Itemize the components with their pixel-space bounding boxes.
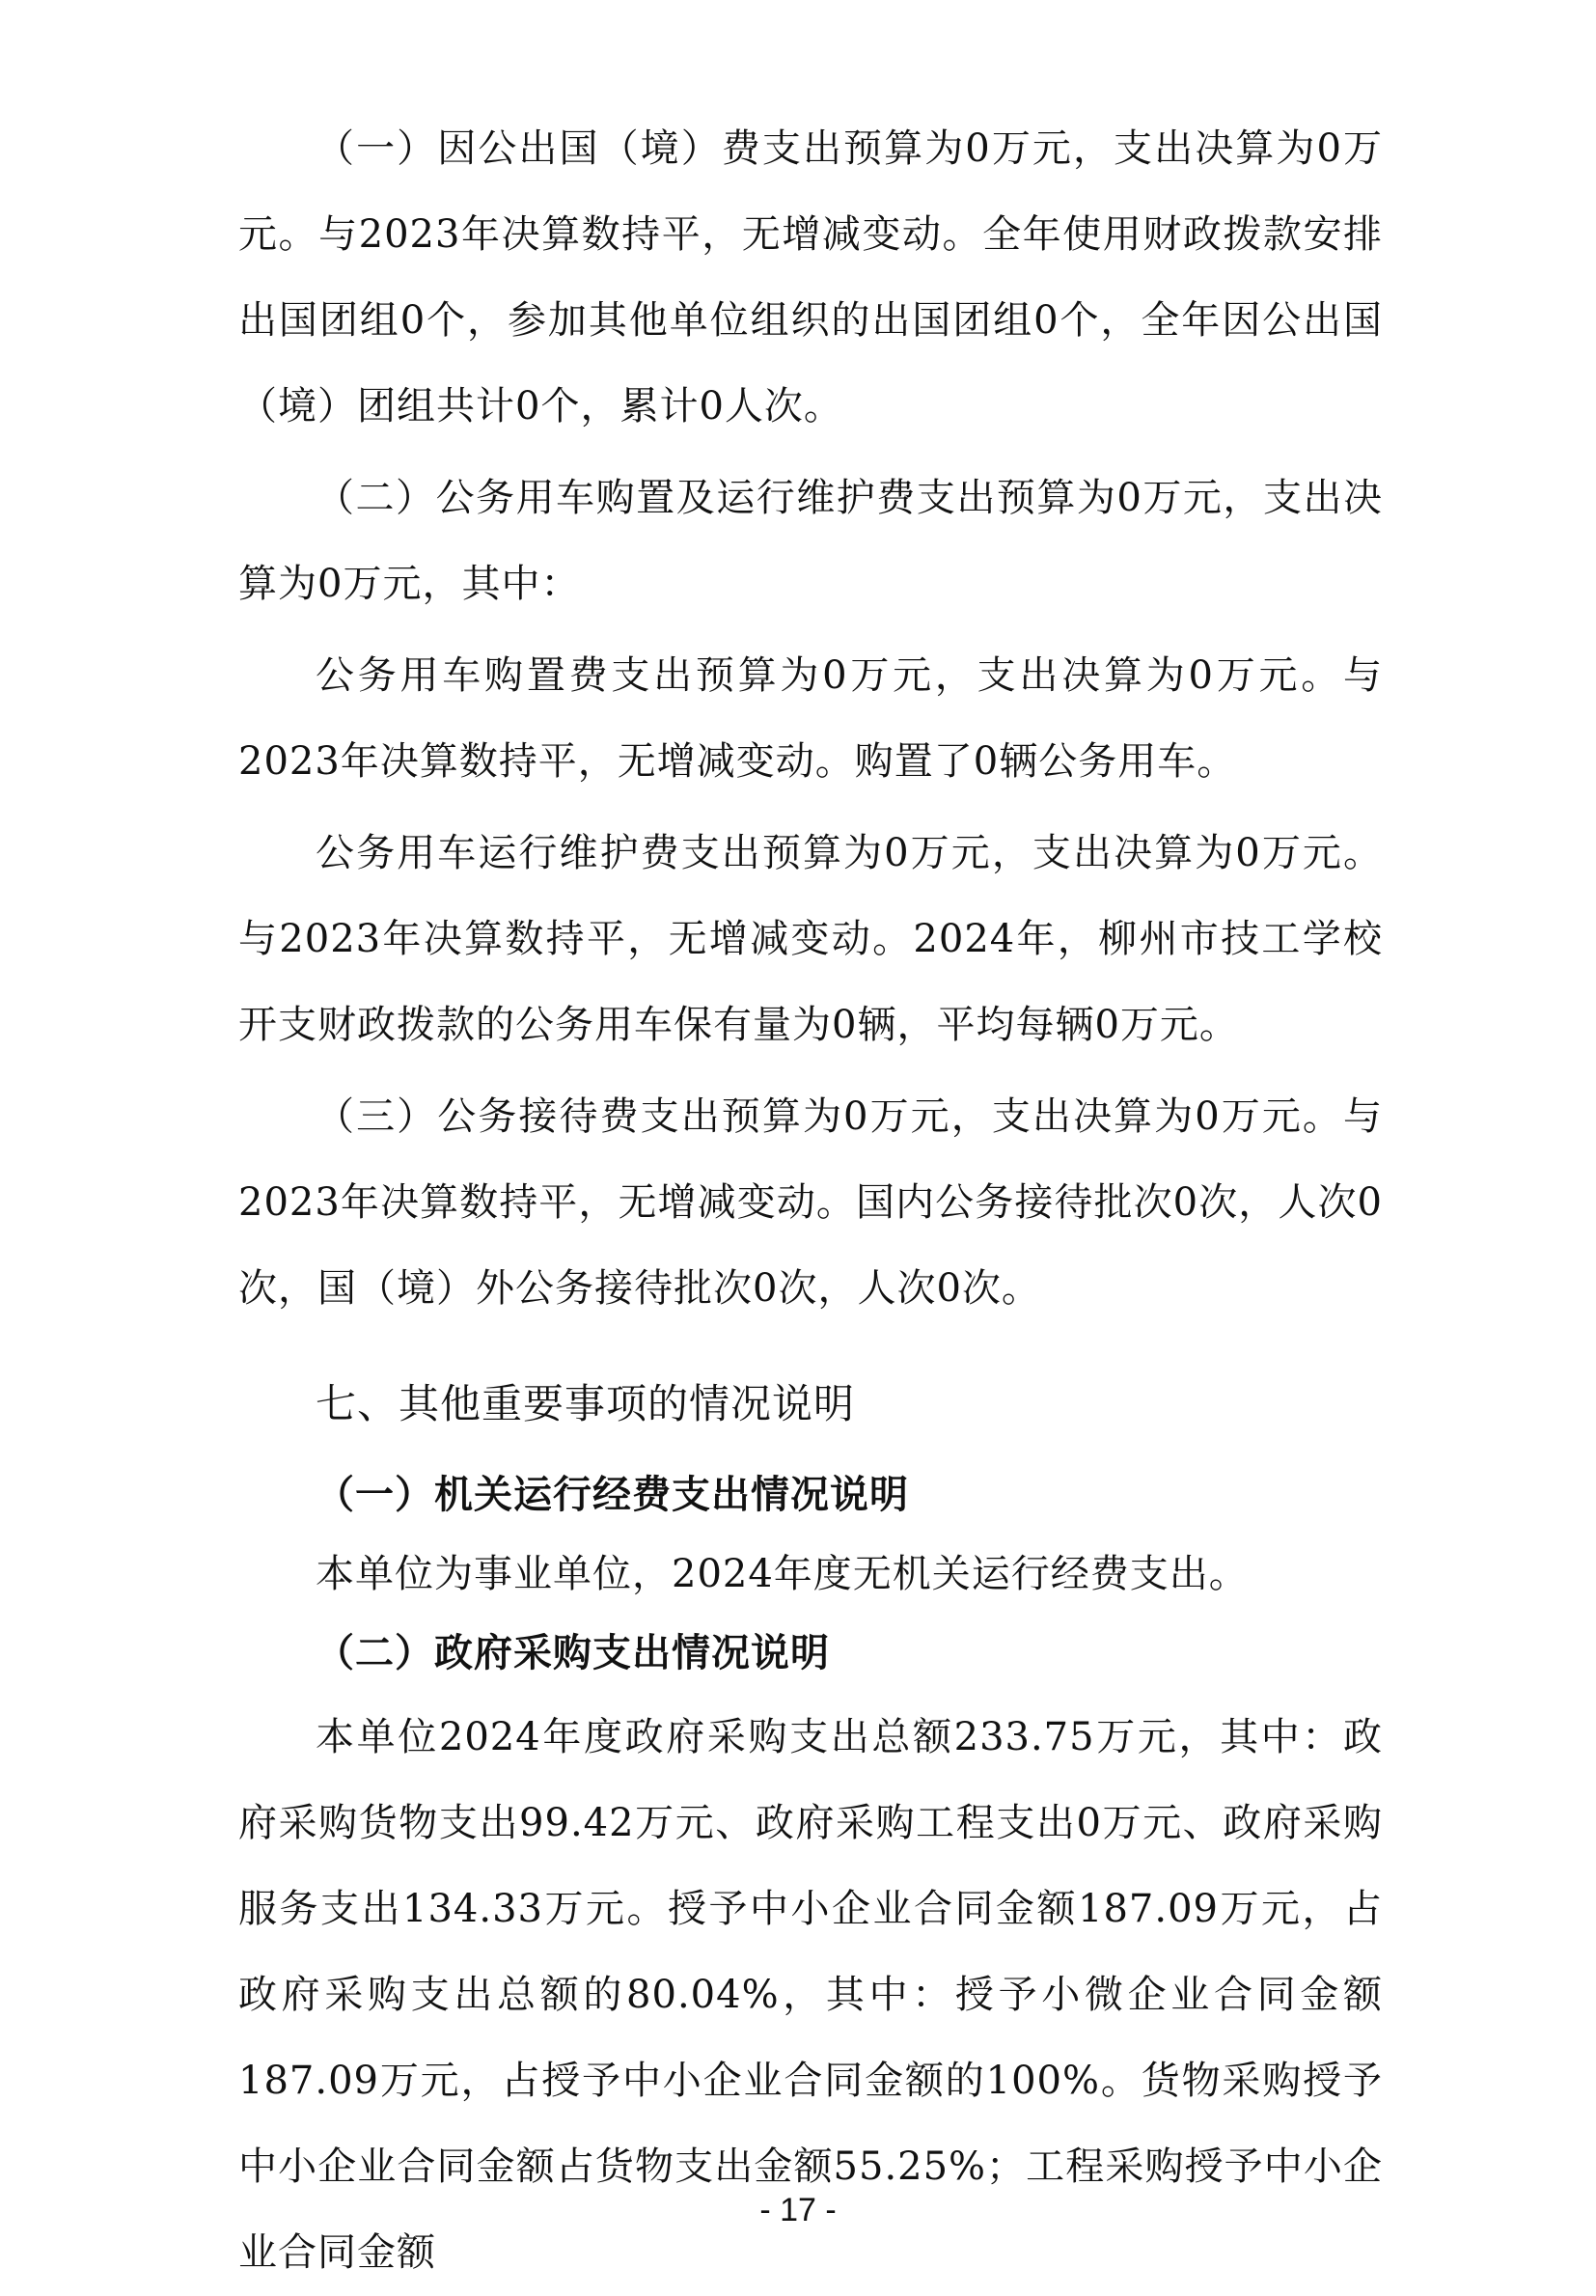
page-number: - 17 - (759, 2192, 837, 2228)
paragraph-vehicle-maintenance: 公务用车运行维护费支出预算为0万元，支出决算为0万元。与2023年决算数持平，无增减变动。2024年，柳州市技工学校开支财政拨款的公务用车保有量为0辆，平均每辆0万元。 (238, 831, 1383, 1047)
document-page (238, 106, 1383, 2296)
paragraph-operating-costs: 本单位为事业单位，2024年度无机关运行经费支出。 (316, 1552, 1249, 1596)
paragraph-procurement: 本单位2024年度政府采购支出总额233.75万元，其中：政府采购货物支出99.42万元、政府采购工程支出0万元、政府采购服务支出134.33万元。授予中小企业合同金额187.09万元，占政府采购支出总额的80.04%，其中：授予小微企业合同金额187.09万元，占授予中小企业合同金额的100%。货物采购授予中小企业合同金额占货物支出金额55.25%；工程采购授予中小企业合同金额 (238, 1715, 1383, 2275)
paragraph-reception: （三）公务接待费支出预算为0万元，支出决算为0万元。与2023年决算数持平，无增减变动。国内公务接待批次0次，人次0次，国（境）外公务接待批次0次，人次0次。 (238, 1094, 1383, 1311)
paragraph-overseas-travel: （一）因公出国（境）费支出预算为0万元，支出决算为0万元。与2023年决算数持平，无增减变动。全年使用财政拨款安排出国团组0个，参加其他单位组织的出国团组0个，全年因公出国（境）团组共计0个，累计0人次。 (238, 126, 1383, 429)
paragraph-vehicle-purchase: 公务用车购置费支出预算为0万元，支出决算为0万元。与2023年决算数持平，无增减变动。购置了0辆公务用车。 (238, 653, 1383, 784)
section-heading: 七、其他重要事项的情况说明 (316, 1380, 856, 1427)
paragraph-official-vehicles: （二）公务用车购置及运行维护费支出预算为0万元，支出决算为0万元，其中： (238, 476, 1383, 606)
subsection-heading-operating-costs: （一）机关运行经费支出情况说明 (316, 1473, 909, 1517)
subsection-heading-procurement: （二）政府采购支出情况说明 (316, 1631, 830, 1675)
